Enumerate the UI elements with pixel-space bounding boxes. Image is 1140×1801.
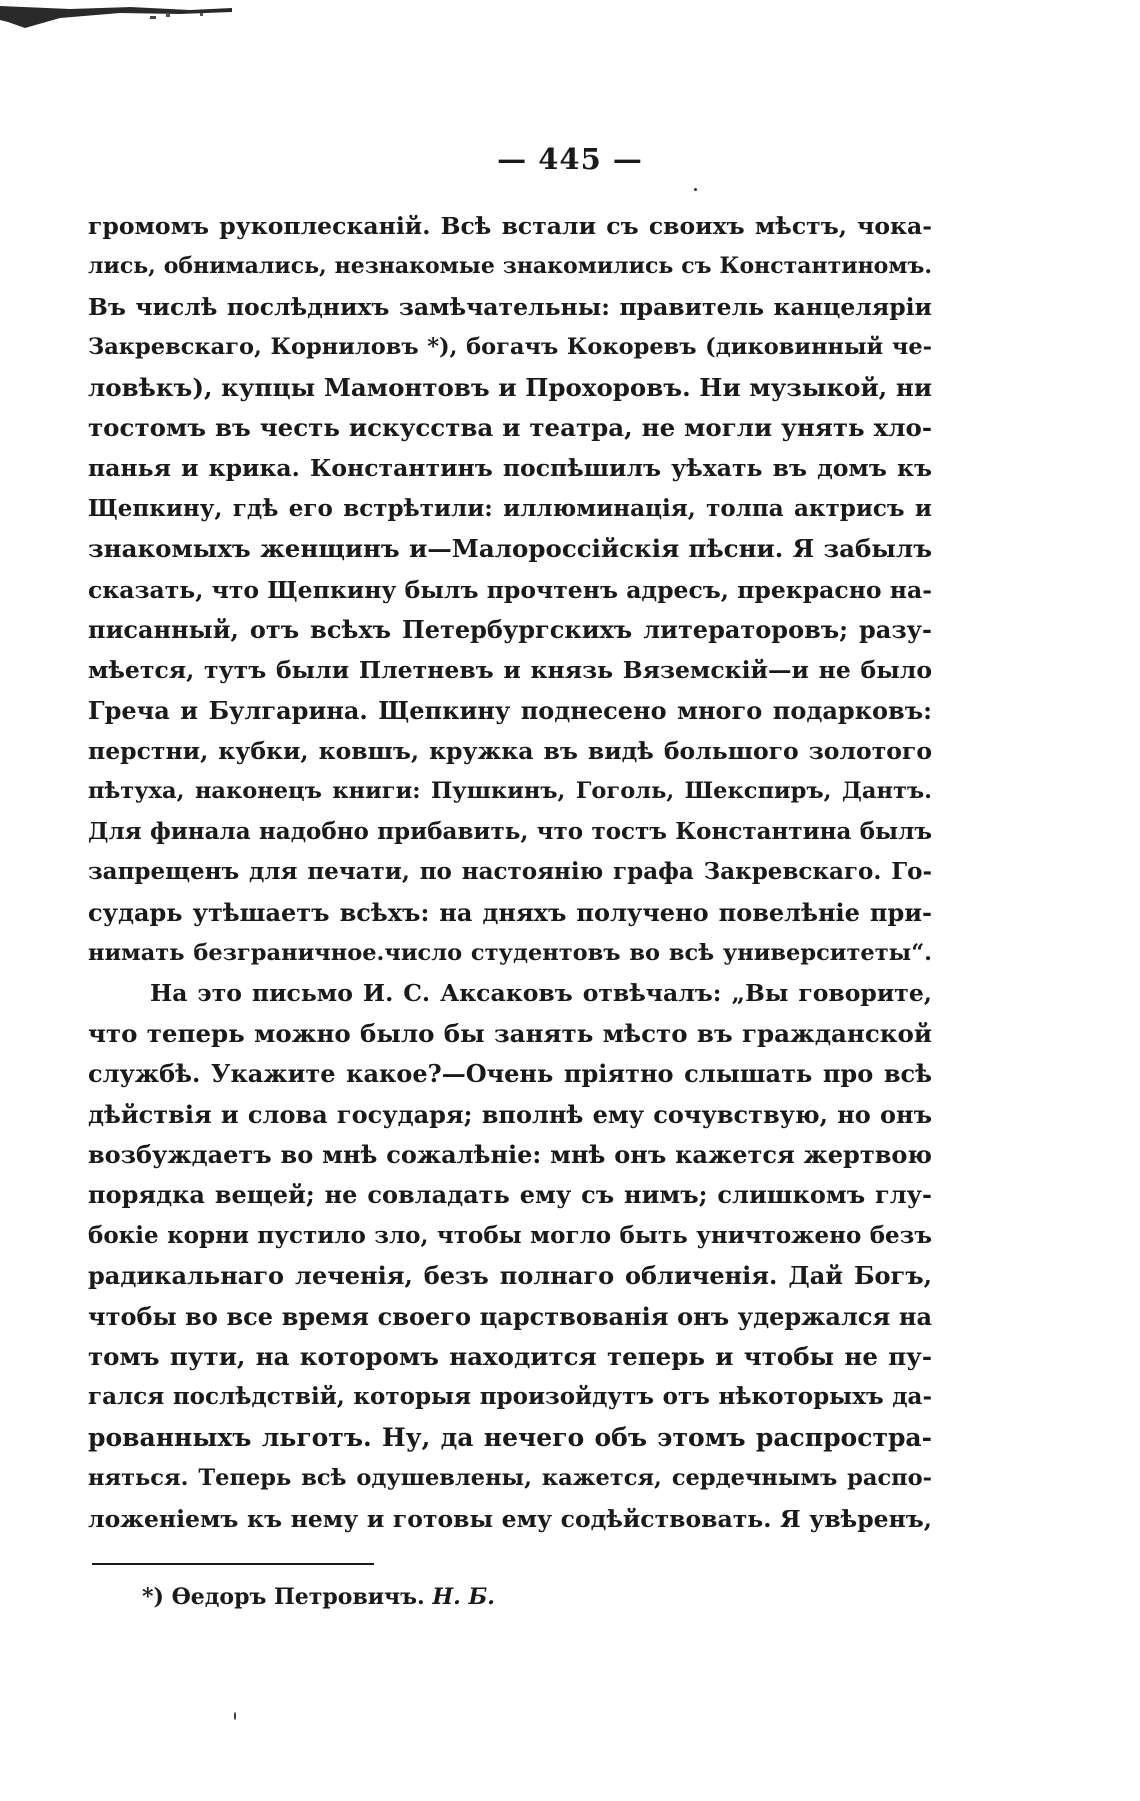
text-line: знакомыхъ женщинъ и—Малороссійскія пѣсни. Я забылъ: [88, 534, 932, 564]
text-line: сударь утѣшаетъ всѣхъ: на дняхъ получено повелѣніе при-: [88, 897, 932, 927]
text-line: что теперь можно было бы занять мѣсто въ гражданской: [88, 1018, 932, 1048]
text-line: службѣ. Укажите какое?—Очень пріятно слышать про всѣ: [88, 1059, 932, 1089]
text-line: Закревскаго, Корниловъ *), богачъ Кокоревъ (диковинный че-: [88, 334, 932, 361]
text-line: Въ числѣ послѣднихъ замѣчательны: правитель канцеляріи: [88, 292, 932, 321]
footnote-text: *) Ѳедоръ Петровичъ.: [142, 1584, 425, 1610]
text-line: нимать безграничное.число студентовъ во всѣ университеты“.: [88, 940, 932, 967]
text-line: пѣтуха, наконецъ книги: Пушкинъ, Гоголь, Шекспиръ, Дантъ.: [88, 778, 932, 805]
page-number: — 445 —: [497, 142, 643, 176]
ink-speck: [234, 1712, 236, 1720]
text-line: томъ пути, на которомъ находится теперь и чтобы не пу-: [88, 1341, 932, 1371]
text-line: Щепкину, гдѣ его встрѣтили: иллюминація, толпа актрисъ и: [88, 494, 932, 522]
text-line: запрещенъ для печати, по настоянію графа Закревскаго. Го-: [88, 858, 932, 886]
text-line: перстни, кубки, ковшъ, кружка въ видѣ большого золотого: [88, 737, 932, 766]
body-text: [88, 206, 932, 1539]
text-line: чтобы во все время своего царствованія онъ удержался на: [88, 1301, 932, 1331]
text-line: ловѣкъ), купцы Мамонтовъ и Прохоровъ. Ни музыкой, ни: [88, 372, 932, 402]
text-line: няться. Теперь всѣ одушевлены, кажется, сердечнымъ распо-: [88, 1465, 932, 1492]
text-line: порядка вещей; не совладать ему съ нимъ; слишкомъ глу-: [88, 1180, 932, 1210]
text-line: рованныхъ льготъ. Ну, да нечего объ этомъ распростра-: [88, 1422, 932, 1452]
text-line: На это письмо И. С. Аксаковъ отвѣчалъ: „Вы говорите,: [150, 979, 932, 1008]
text-line: радикальнаго леченія, безъ полнаго обличенія. Дай Богъ,: [88, 1261, 932, 1291]
text-line: сказать, что Щепкину былъ прочтенъ адресъ, прекрасно на-: [88, 575, 932, 604]
footnote: [142, 1584, 495, 1610]
text-line: возбуждаетъ во мнѣ сожалѣніе: мнѣ онъ кажется жертвою: [88, 1139, 932, 1169]
text-line: Греча и Булгарина. Щепкину поднесено много подарковъ:: [88, 695, 932, 725]
scan-edge-mark: [0, 0, 240, 34]
text-line: Для финала надобно прибавить, что тостъ Константина былъ: [88, 817, 932, 845]
footnote-signature: Н. Б.: [432, 1584, 495, 1610]
text-line: мѣется, тутъ были Плетневъ и князь Вяземскій—и не было: [88, 656, 932, 685]
ink-speck: [694, 188, 697, 191]
text-line: гался послѣдствій, которыя произойдутъ отъ нѣкоторыхъ да-: [88, 1383, 932, 1411]
text-line: писанный, отъ всѣхъ Петербургскихъ литераторовъ; разу-: [88, 614, 932, 644]
text-line: лись, обнимались, незнакомые знакомились съ Константиномъ.: [88, 253, 932, 280]
text-line: дѣйствія и слова государя; вполнѣ ему сочувствую, но онъ: [88, 1099, 932, 1129]
text-line: панья и крика. Константинъ поспѣшилъ уѣхать въ домъ къ: [88, 454, 932, 483]
text-line: тостомъ въ честь искусства и театра, не могли унять хло-: [88, 412, 932, 442]
footnote-separator: [92, 1563, 374, 1565]
text-line: ложеніемъ къ нему и готовы ему содѣйствовать. Я увѣренъ,: [88, 1504, 932, 1533]
text-line: громомъ рукоплесканій. Всѣ встали съ своихъ мѣстъ, чока-: [88, 212, 932, 240]
text-line: бокіе корни пустило зло, чтобы могло быть уничтожено безъ: [88, 1221, 932, 1249]
